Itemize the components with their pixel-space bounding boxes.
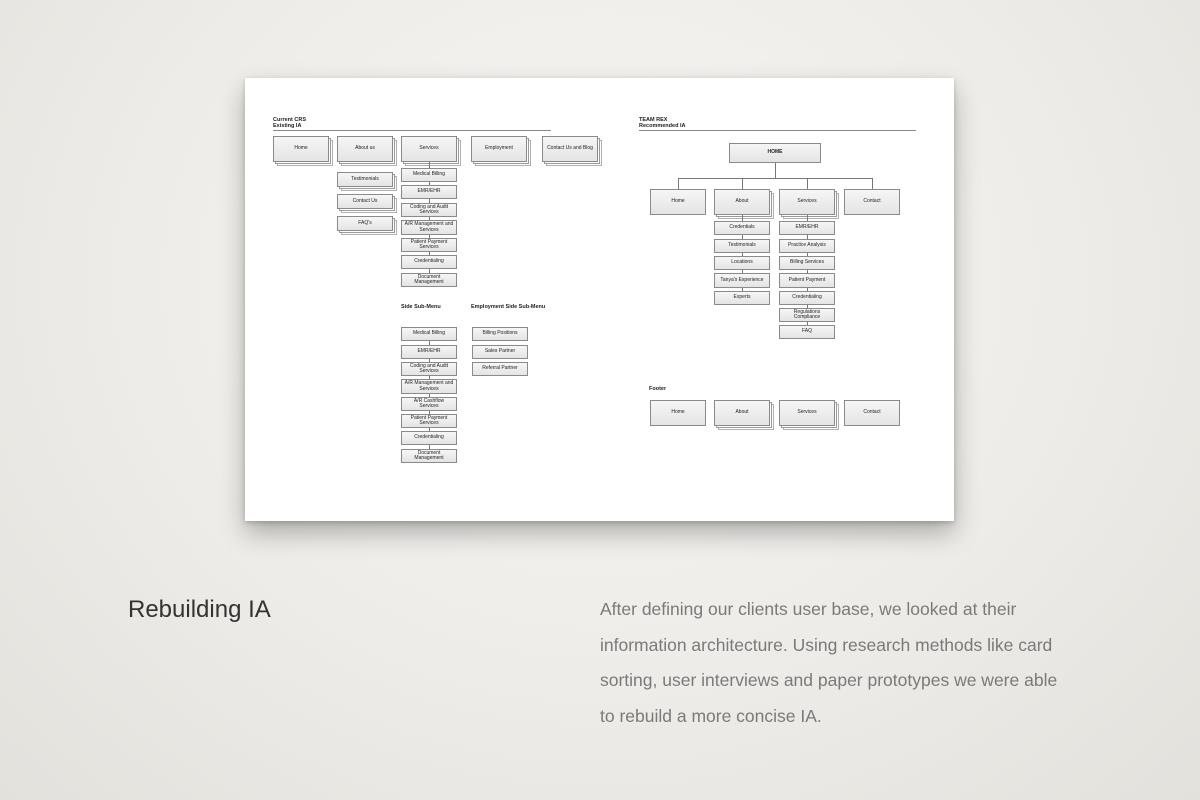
footer-about: About	[714, 400, 770, 426]
recommended-header-title: TEAM REX	[639, 117, 668, 123]
recommended-services-child: EMR/EHR	[779, 221, 835, 235]
recommended-branch-drop	[807, 178, 808, 189]
current-services-child: Medical Billing	[401, 168, 457, 182]
current-header-title: Current CRS	[273, 117, 307, 123]
side-submenu-item: A/R Cashflow Services	[401, 397, 457, 411]
side-submenu-item: Medical Billing	[401, 327, 457, 341]
side-submenu-title: Side Sub-Menu	[401, 304, 441, 310]
caption-body: After defining our clients user base, we looked at their information architecture. Using research methods like card sorting, user interviews and paper prototypes we were able to rebuild a more concise IA.	[600, 599, 1058, 726]
recommended-nav-home: Home	[650, 189, 706, 215]
side-submenu-item: Patient Payment Services	[401, 414, 457, 428]
current-header-subtitle: Existing IA	[273, 123, 302, 129]
recommended-nav-contact: Contact	[844, 189, 900, 215]
recommended-about-child: Locations	[714, 256, 770, 270]
side-submenu-item: Credentialing	[401, 431, 457, 445]
current-nav-contact: Contact Us and Blog	[542, 136, 598, 162]
current-services-child: Document Management	[401, 273, 457, 287]
recommended-header	[639, 117, 685, 129]
recommended-services-child: Credentialing	[779, 291, 835, 305]
employment-submenu-title: Employment Side Sub-Menu	[471, 304, 546, 310]
recommended-about-child: Tanya's Experience	[714, 273, 770, 288]
recommended-services-child: FAQ	[779, 325, 835, 339]
current-nav-home: Home	[273, 136, 329, 162]
footer-contact: Contact	[844, 400, 900, 426]
current-header	[273, 117, 306, 129]
employment-submenu-item: Referral Partner	[472, 362, 528, 376]
recommended-branch-drop	[678, 178, 679, 189]
recommended-about-child: Credentials	[714, 221, 770, 235]
recommended-services-child: Patient Payment	[779, 273, 835, 288]
recommended-nav-services: Services	[779, 189, 835, 215]
recommended-about-child: Testimonials	[714, 239, 770, 253]
current-nav-about: About us	[337, 136, 393, 162]
current-services-child: A/R Management and Services	[401, 220, 457, 235]
side-submenu-item: Document Management	[401, 449, 457, 463]
recommended-branch-connector	[678, 178, 872, 179]
recommended-services-child: Regulations Compliance	[779, 308, 835, 322]
current-about-child: FAQ's	[337, 216, 393, 231]
recommended-root-connector	[775, 163, 776, 178]
current-services-child: Coding and Audit Services	[401, 203, 457, 217]
caption-title: Rebuilding IA	[128, 596, 271, 623]
side-submenu-item: EMR/EHR	[401, 345, 457, 359]
current-header-rule	[273, 130, 551, 131]
recommended-header-subtitle: Recommended IA	[639, 123, 686, 129]
employment-submenu-item: Billing Positions	[472, 327, 528, 341]
footer-home: Home	[650, 400, 706, 426]
recommended-about-child: Experts	[714, 291, 770, 305]
employment-submenu-item: Sales Partner	[472, 345, 528, 359]
recommended-nav-about: About	[714, 189, 770, 215]
current-about-child: Contact Us	[337, 194, 393, 209]
current-services-child: Patient Payment Services	[401, 238, 457, 252]
side-submenu-item: Coding and Audit Services	[401, 362, 457, 376]
recommended-header-rule	[639, 130, 916, 131]
current-services-child: EMR/EHR	[401, 185, 457, 199]
current-nav-services: Services	[401, 136, 457, 162]
ia-diagram-sheet	[245, 78, 954, 521]
current-services-child: Credentialing	[401, 255, 457, 269]
recommended-branch-drop	[742, 178, 743, 189]
recommended-root-home: HOME	[729, 143, 821, 163]
side-submenu-item: A/R Management and Services	[401, 379, 457, 394]
current-about-child: Testimonials	[337, 172, 393, 187]
current-nav-employment: Employment	[471, 136, 527, 162]
recommended-branch-drop	[872, 178, 873, 189]
footer-title: Footer	[649, 386, 667, 392]
recommended-services-child: Practice Analysis	[779, 239, 835, 253]
footer-services: Services	[779, 400, 835, 426]
recommended-services-child: Billing Services	[779, 256, 835, 270]
